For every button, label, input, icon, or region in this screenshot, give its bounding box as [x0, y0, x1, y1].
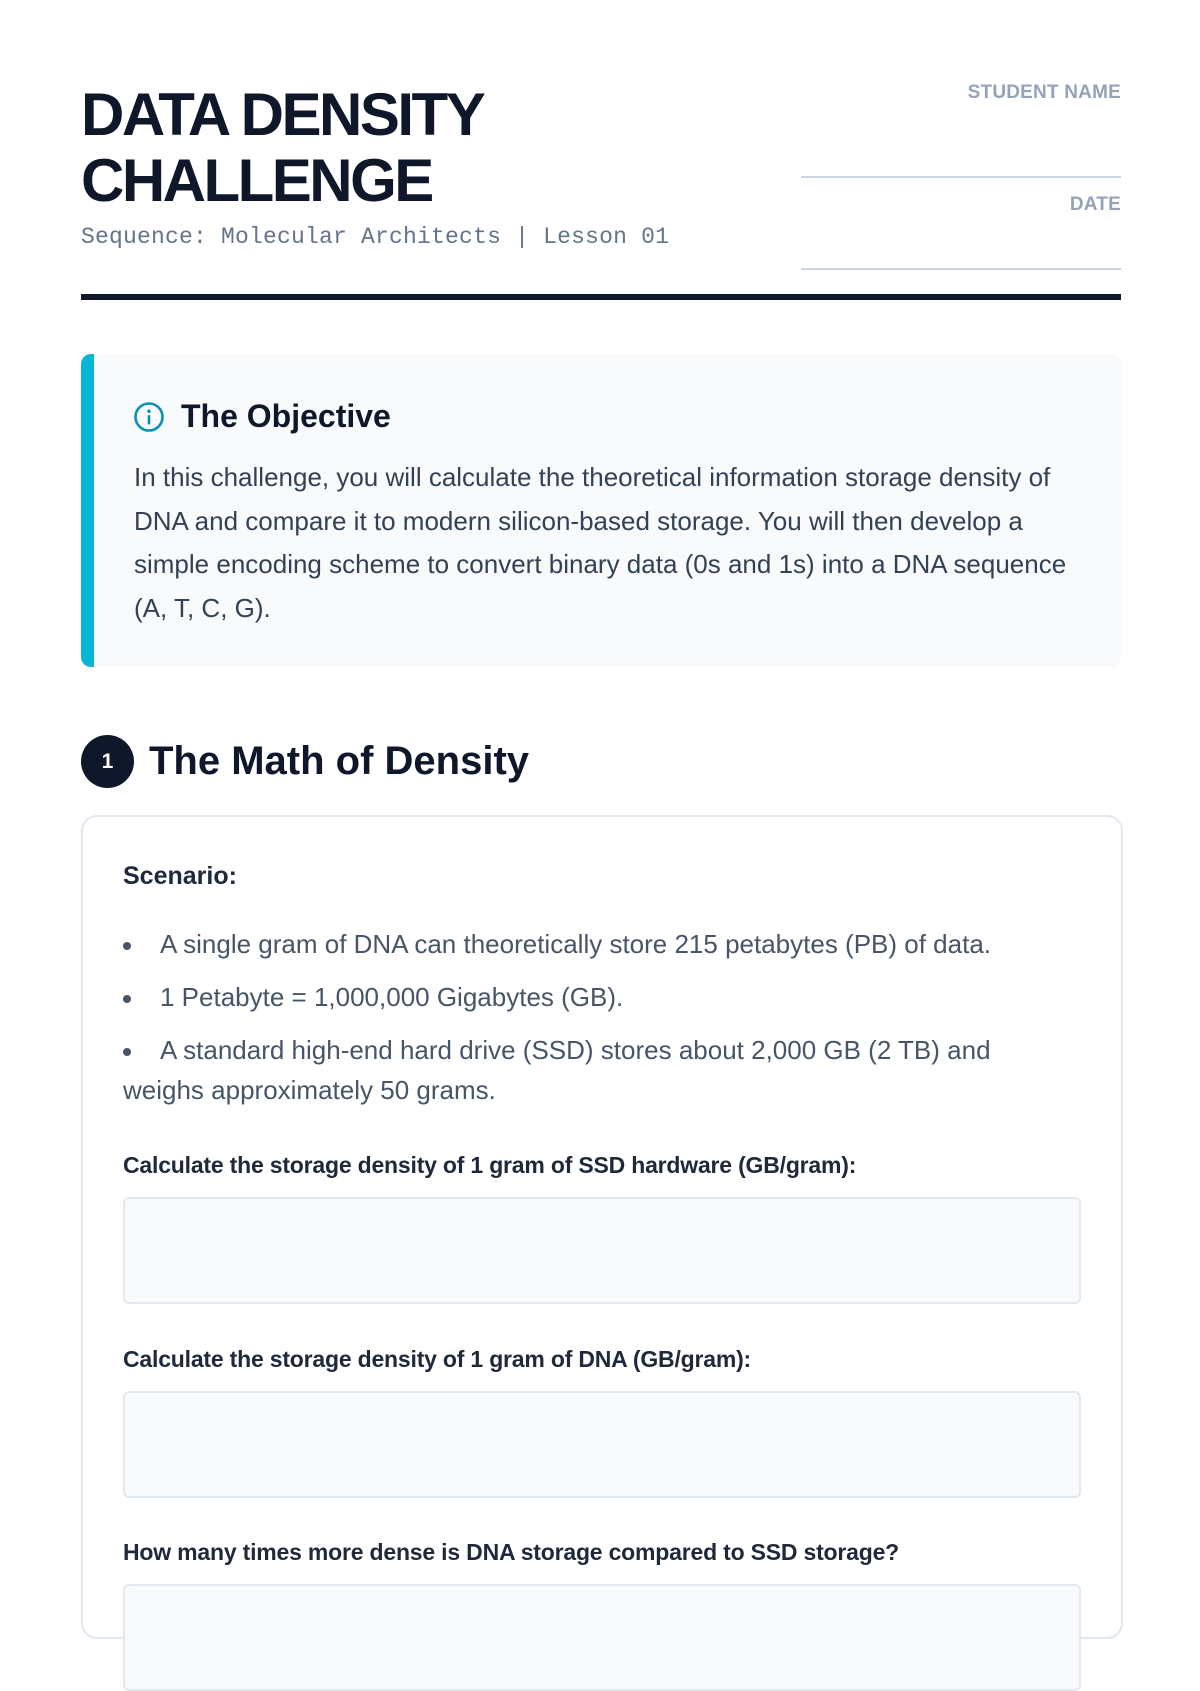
section-title: The Math of Density [149, 739, 530, 783]
date-label: DATE [1069, 194, 1121, 215]
student-meta [801, 82, 1121, 270]
answer-box-3[interactable] [123, 1584, 1081, 1691]
info-icon [133, 401, 165, 433]
section-1-card [81, 815, 1123, 1639]
header-divider [81, 294, 1121, 300]
student-name-label: STUDENT NAME [967, 82, 1121, 103]
list-item: A standard high-end hard drive (SSD) stores about 2,000 GB (2 TB) and weighs approximately 50 grams. [123, 1030, 1073, 1110]
scenario-list [123, 924, 1073, 1123]
objective-heading [133, 398, 391, 435]
objective-callout [81, 354, 1121, 667]
student-name-field[interactable] [801, 82, 1121, 178]
lesson-subtitle: Sequence: Molecular Architects | Lesson 01 [81, 224, 670, 250]
question-3-label: How many times more dense is DNA storage compared to SSD storage? [123, 1539, 900, 1565]
list-item: 1 Petabyte = 1,000,000 Gigabytes (GB). [123, 977, 1073, 1017]
question-1-label: Calculate the storage density of 1 gram of SSD hardware (GB/gram): [123, 1152, 857, 1178]
callout-accent-bar [81, 354, 94, 667]
objective-title: The Objective [181, 398, 391, 434]
answer-box-2[interactable] [123, 1391, 1081, 1498]
worksheet-header [81, 82, 1121, 250]
title-line-2: CHALLENGE [81, 147, 432, 214]
answer-box-1[interactable] [123, 1197, 1081, 1304]
scenario-label: Scenario: [123, 862, 237, 890]
question-2-label: Calculate the storage density of 1 gram of DNA (GB/gram): [123, 1346, 752, 1372]
date-field[interactable] [801, 178, 1121, 270]
list-item: A single gram of DNA can theoretically store 215 petabytes (PB) of data. [123, 924, 1073, 964]
section-1-heading [81, 735, 529, 788]
step-number-badge: 1 [81, 735, 134, 788]
objective-text: In this challenge, you will calculate the theoretical information storage density of DNA and compare it to modern silicon-based storage. You will then develop a simple encoding scheme to convert binary data (0s and 1s) into a DNA sequence (A, T, C, G). [134, 462, 1067, 623]
title-line-1: DATA DENSITY [81, 81, 484, 148]
